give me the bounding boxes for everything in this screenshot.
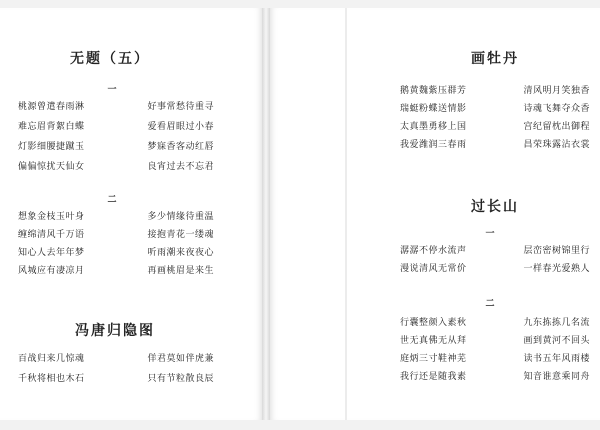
line-left: 潺潺不停水流声 [400,246,467,256]
couplet-row [18,354,214,365]
couplet-row [400,122,590,133]
couplet-row [18,230,214,241]
line-right: 良宵过去不忘君 [147,162,214,172]
section-mark: 二 [107,195,117,205]
line-right: 清风明月笑独香 [523,86,590,96]
poem-title: 画牡丹 [471,51,519,67]
line-right: 听雨潮来夜夜心 [147,248,214,258]
couplet-row [18,248,214,259]
line-left: 风城应有凄凉月 [18,266,85,276]
couplet-row [18,162,214,173]
line-left: 缠绵清风千万语 [18,230,85,240]
line-left: 灯影细腰捷蹴玉 [18,142,85,152]
couplet-row [400,86,590,97]
line-left: 偏偏惊扰天仙女 [18,162,85,172]
line-right: 多少情缘待重温 [147,212,214,222]
line-right: 接抱青花一缕魂 [147,230,214,240]
couplet-row [18,266,214,277]
line-right: 宫纪留枕出御程 [523,122,590,132]
line-right: 爱看眉眼过小春 [147,122,214,132]
line-left: 我爱潍润三春雨 [400,140,467,150]
couplet-row [18,142,214,153]
couplet-row [18,122,214,133]
section-mark: 一 [107,85,117,95]
line-left: 庭炳三寸鞋神芜 [400,354,467,364]
line-right: 九东拣拣几名流 [523,318,590,328]
line-right: 诗魂飞舞夺众香 [523,104,590,114]
couplet-row [400,318,590,329]
line-right: 一样春光爱熟人 [523,264,590,274]
line-left: 想象金枝玉叶身 [18,212,85,222]
line-right: 梦寐香客动红唇 [147,142,214,152]
couplet-row [18,212,214,223]
line-right: 画到黄河不回头 [523,336,590,346]
line-right: 知音谁意乘同舟 [523,372,590,382]
line-left: 知心人去年年梦 [18,248,85,258]
line-left: 瑞蜓粉蝶送情影 [400,104,467,114]
line-left: 我行还是随我素 [400,372,467,382]
couplet-row [400,264,590,275]
couplet-row [18,374,214,385]
section-mark: 二 [485,299,495,309]
line-right: 读书五年风雨楼 [523,354,590,364]
line-right: 佯君莫如伴虎兼 [147,354,214,364]
line-right: 好事常愁待重寻 [147,102,214,112]
book-gutter [262,8,270,420]
line-left: 桃源曾遣春雨淋 [18,102,85,112]
line-left: 世无真佛无从拜 [400,336,467,346]
line-right: 层峦密树锦里行 [523,246,590,256]
line-left: 太真墨勇移上国 [400,122,467,132]
line-right: 只有节粒散良辰 [147,374,214,384]
couplet-row [400,354,590,365]
line-left: 千秋将相也木石 [18,374,85,384]
poem-title: 冯唐归隐图 [75,323,155,339]
couplet-row [18,102,214,113]
page-fold [345,8,347,420]
line-right: 再画桃眉是来生 [147,266,214,276]
line-right: 昌荣珠露沾衣裳 [523,140,590,150]
line-left: 百战归来几惊魂 [18,354,85,364]
couplet-row [400,246,590,257]
poem-title: 过长山 [471,199,519,215]
line-left: 漫说清风无常价 [400,264,467,274]
couplet-row [400,140,590,151]
couplet-row [400,104,590,115]
poem-title: 无题（五） [70,51,150,67]
line-left: 行囊整颜入素秋 [400,318,467,328]
line-left: 鹅黄魏紫压群芳 [400,86,467,96]
section-mark: 一 [485,229,495,239]
couplet-row [400,372,590,383]
line-left: 难忘眉背絮白蝶 [18,122,85,132]
couplet-row [400,336,590,347]
